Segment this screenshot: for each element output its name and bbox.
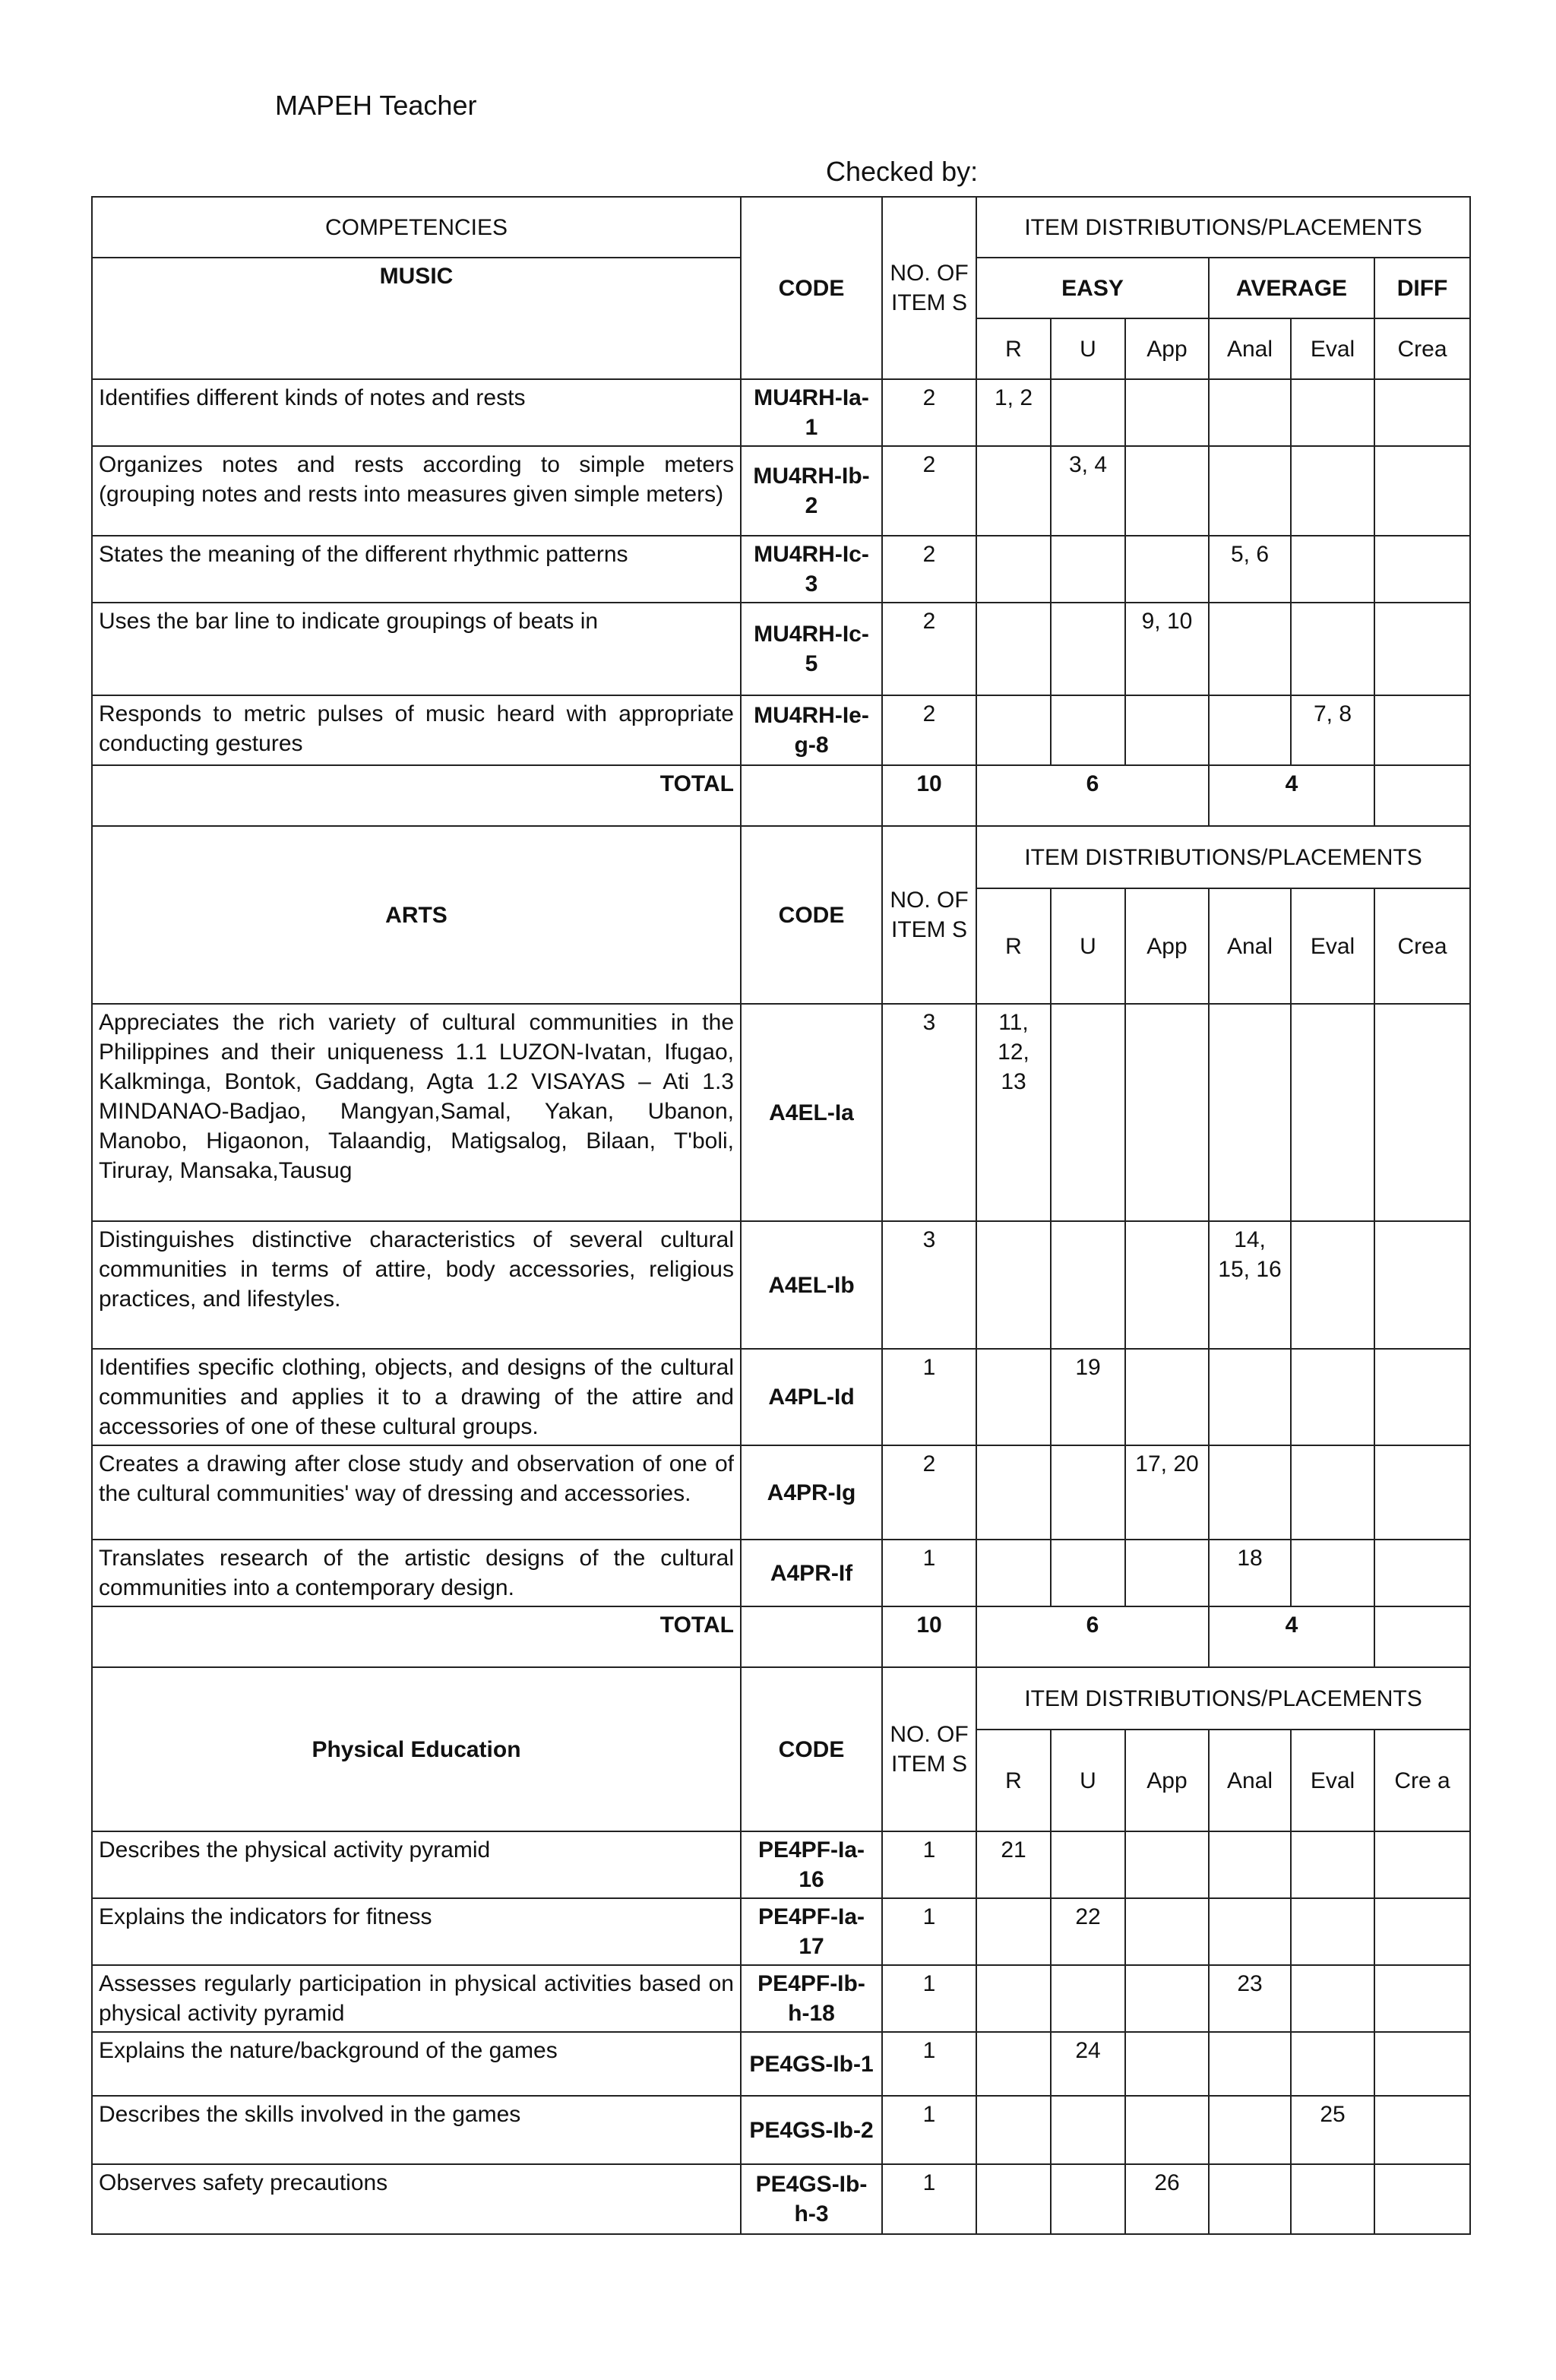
no-of-items-cell: 2: [882, 379, 976, 446]
code-cell: A4PR-If: [741, 1540, 882, 1606]
total-average: 4: [1209, 1606, 1374, 1667]
competency-cell: Explains the nature/background of the games: [92, 2032, 741, 2096]
placement-cell: [976, 1349, 1051, 1445]
competency-cell: Responds to metric pulses of music heard with appropriate conducting gestures: [92, 695, 741, 765]
level-header-u: U: [1051, 1730, 1125, 1831]
placement-cell: [1051, 1445, 1125, 1540]
placement-cell: [1374, 536, 1470, 603]
placement-cell: [1051, 603, 1125, 695]
placement-cell: [1051, 1831, 1125, 1898]
placement-cell: [976, 536, 1051, 603]
placement-cell: [1291, 603, 1374, 695]
table-row: [92, 2164, 1470, 2234]
placement-cell: [1051, 1004, 1125, 1221]
placement-cell: [1291, 1221, 1374, 1349]
checked-by-label: Checked by:: [826, 156, 979, 187]
competency-cell: Describes the physical activity pyramid: [92, 1831, 741, 1898]
no-of-items-cell: 1: [882, 1965, 976, 2032]
competency-cell: Describes the skills involved in the games: [92, 2096, 741, 2164]
item-distribution-header: ITEM DISTRIBUTIONS/PLACEMENTS: [976, 1667, 1470, 1730]
competency-cell: States the meaning of the different rhythmic patterns: [92, 536, 741, 603]
placement-cell: [1051, 536, 1125, 603]
level-header-u: U: [1051, 888, 1125, 1004]
placement-cell: [1125, 695, 1209, 765]
no-of-items-cell: 2: [882, 603, 976, 695]
placement-cell: 3, 4: [1051, 446, 1125, 536]
placement-cell: 22: [1051, 1898, 1125, 1965]
no-of-items-cell: 1: [882, 1349, 976, 1445]
level-header-r: R: [976, 1730, 1051, 1831]
placement-cell: 21: [976, 1831, 1051, 1898]
placement-cell: [1125, 2032, 1209, 2096]
placement-cell: [1051, 2164, 1125, 2234]
placement-cell: 7, 8: [1291, 695, 1374, 765]
competency-cell: Distinguishes distinctive characteristics of several cultural communities in terms of attire, body accessories, religious practices, and lifestyles.: [92, 1221, 741, 1349]
total-items: 10: [882, 1606, 976, 1667]
average-header: AVERAGE: [1209, 258, 1374, 318]
level-header-crea: Crea: [1374, 888, 1470, 1004]
competency-cell: Assesses regularly participation in physical activities based on physical activity pyramid: [92, 1965, 741, 2032]
item-distribution-header: ITEM DISTRIBUTIONS/PLACEMENTS: [976, 197, 1470, 258]
table-row: [92, 379, 1470, 446]
total-easy: 6: [976, 765, 1209, 826]
placement-cell: [1374, 446, 1470, 536]
placement-cell: [1209, 1831, 1291, 1898]
code-cell: MU4RH-Ia-1: [741, 379, 882, 446]
competency-cell: Explains the indicators for fitness: [92, 1898, 741, 1965]
table-row: [92, 1831, 1470, 1898]
competency-cell: Identifies specific clothing, objects, and designs of the cultural communities and applies it to a drawing of the attire and accessories of one of these cultural groups.: [92, 1349, 741, 1445]
placement-cell: [1209, 2096, 1291, 2164]
placement-cell: [976, 1965, 1051, 2032]
table-row: [92, 1898, 1470, 1965]
placement-cell: [1374, 1221, 1470, 1349]
placement-cell: [1125, 2096, 1209, 2164]
placement-cell: 19: [1051, 1349, 1125, 1445]
no-of-items-cell: 1: [882, 2032, 976, 2096]
level-header-anal: Anal: [1209, 318, 1291, 379]
total-row: [92, 765, 1470, 826]
placement-cell: [1209, 2032, 1291, 2096]
placement-cell: [1291, 1831, 1374, 1898]
placement-cell: [1125, 379, 1209, 446]
level-header-eval: Eval: [1291, 1730, 1374, 1831]
placement-cell: [1374, 1540, 1470, 1606]
placement-cell: [1291, 379, 1374, 446]
no-of-items-header: NO. OF ITEM S: [882, 826, 976, 1004]
placement-cell: [976, 2096, 1051, 2164]
table-row: [92, 536, 1470, 603]
total-code-empty: [741, 765, 882, 826]
table-row: [92, 2032, 1470, 2096]
level-header-crea: Cre a: [1374, 1730, 1470, 1831]
placement-cell: [1209, 1445, 1291, 1540]
placement-cell: [1291, 1898, 1374, 1965]
code-cell: PE4GS-Ib-h-3: [741, 2164, 882, 2234]
placement-cell: [1051, 1540, 1125, 1606]
code-cell: PE4GS-Ib-1: [741, 2032, 882, 2096]
placement-cell: [1374, 1445, 1470, 1540]
placement-cell: [1291, 1004, 1374, 1221]
placement-cell: 14, 15, 16: [1209, 1221, 1291, 1349]
placement-cell: [1374, 1898, 1470, 1965]
placement-cell: [976, 2032, 1051, 2096]
code-cell: MU4RH-Ie-g-8: [741, 695, 882, 765]
no-of-items-cell: 2: [882, 536, 976, 603]
competencies-header: COMPETENCIES: [92, 197, 741, 258]
placement-cell: [1374, 1831, 1470, 1898]
placement-cell: [1374, 1004, 1470, 1221]
placement-cell: [1291, 536, 1374, 603]
code-cell: PE4PF-Ia-16: [741, 1831, 882, 1898]
total-label: TOTAL: [92, 765, 741, 826]
table-row: [92, 603, 1470, 695]
placement-cell: [1209, 379, 1291, 446]
placement-cell: [1374, 1965, 1470, 2032]
placement-cell: [1209, 603, 1291, 695]
table-row: [92, 1349, 1470, 1445]
placement-cell: 24: [1051, 2032, 1125, 2096]
placement-cell: [1125, 1004, 1209, 1221]
code-cell: PE4PF-Ia-17: [741, 1898, 882, 1965]
code-cell: PE4PF-Ib-h-18: [741, 1965, 882, 2032]
total-average: 4: [1209, 765, 1374, 826]
code-cell: MU4RH-Ic-5: [741, 603, 882, 695]
placement-cell: [1374, 2032, 1470, 2096]
total-items: 10: [882, 765, 976, 826]
competency-cell: Organizes notes and rests according to simple meters (grouping notes and rests into measures given simple meters): [92, 446, 741, 536]
code-cell: MU4RH-Ib-2: [741, 446, 882, 536]
placement-cell: [1291, 2032, 1374, 2096]
no-of-items-header: NO. OF ITEM S: [882, 1667, 976, 1831]
table-row: [92, 1445, 1470, 1540]
placement-cell: [976, 695, 1051, 765]
level-header-eval: Eval: [1291, 888, 1374, 1004]
placement-cell: [1209, 446, 1291, 536]
table-row: [92, 446, 1470, 536]
placement-cell: [976, 1445, 1051, 1540]
placement-cell: [1051, 1221, 1125, 1349]
placement-cell: [1125, 536, 1209, 603]
item-distribution-header: ITEM DISTRIBUTIONS/PLACEMENTS: [976, 826, 1470, 888]
placement-cell: 1, 2: [976, 379, 1051, 446]
placement-cell: [1125, 1965, 1209, 2032]
placement-cell: [976, 1221, 1051, 1349]
no-of-items-cell: 2: [882, 1445, 976, 1540]
placement-cell: [1125, 446, 1209, 536]
competency-cell: Identifies different kinds of notes and rests: [92, 379, 741, 446]
placement-cell: 9, 10: [1125, 603, 1209, 695]
placement-cell: [1051, 379, 1125, 446]
placement-cell: 18: [1209, 1540, 1291, 1606]
placement-cell: 5, 6: [1209, 536, 1291, 603]
placement-cell: [1209, 1004, 1291, 1221]
competency-cell: Translates research of the artistic designs of the cultural communities into a contemporary design.: [92, 1540, 741, 1606]
level-header-r: R: [976, 888, 1051, 1004]
placement-cell: [976, 603, 1051, 695]
code-cell: A4EL-Ib: [741, 1221, 882, 1349]
placement-cell: [1291, 1349, 1374, 1445]
table-row: [92, 2096, 1470, 2164]
placement-cell: 23: [1209, 1965, 1291, 2032]
placement-cell: [1209, 1898, 1291, 1965]
placement-cell: [1291, 1540, 1374, 1606]
placement-cell: [1374, 603, 1470, 695]
level-header-anal: Anal: [1209, 1730, 1291, 1831]
placement-cell: [1374, 695, 1470, 765]
code-cell: A4PL-Id: [741, 1349, 882, 1445]
no-of-items-cell: 3: [882, 1221, 976, 1349]
level-header-app: App: [1125, 318, 1209, 379]
level-header-eval: Eval: [1291, 318, 1374, 379]
pe-section-title: Physical Education: [92, 1667, 741, 1831]
code-cell: A4PR-Ig: [741, 1445, 882, 1540]
placement-cell: [976, 446, 1051, 536]
placement-cell: [1374, 2164, 1470, 2234]
placement-cell: [1291, 446, 1374, 536]
teacher-signature-label: MAPEH Teacher: [275, 90, 477, 121]
table-row: [92, 1004, 1470, 1221]
code-cell: MU4RH-Ic-3: [741, 536, 882, 603]
code-cell: PE4GS-Ib-2: [741, 2096, 882, 2164]
placement-cell: [1125, 1349, 1209, 1445]
placement-cell: [1125, 1831, 1209, 1898]
placement-cell: [1125, 1221, 1209, 1349]
placement-cell: [976, 2164, 1051, 2234]
no-of-items-cell: 2: [882, 695, 976, 765]
placement-cell: [1291, 1445, 1374, 1540]
competency-cell: Uses the bar line to indicate groupings of beats in: [92, 603, 741, 695]
total-diff-empty: [1374, 765, 1470, 826]
placement-cell: [1125, 1898, 1209, 1965]
code-header: CODE: [741, 1667, 882, 1831]
no-of-items-cell: 1: [882, 1831, 976, 1898]
competency-cell: Observes safety precautions: [92, 2164, 741, 2234]
placement-cell: [1209, 1349, 1291, 1445]
placement-cell: 11, 12, 13: [976, 1004, 1051, 1221]
placement-cell: [1374, 379, 1470, 446]
placement-cell: [1374, 2096, 1470, 2164]
placement-cell: 26: [1125, 2164, 1209, 2234]
diff-header: DIFF: [1374, 258, 1470, 318]
total-code-empty: [741, 1606, 882, 1667]
placement-cell: [1291, 2164, 1374, 2234]
placement-cell: [1209, 2164, 1291, 2234]
no-of-items-cell: 1: [882, 1898, 976, 1965]
placement-cell: [1125, 1540, 1209, 1606]
table-row: [92, 1221, 1470, 1349]
placement-cell: [1291, 1965, 1374, 2032]
no-of-items-cell: 2: [882, 446, 976, 536]
placement-cell: [1374, 1349, 1470, 1445]
total-diff-empty: [1374, 1606, 1470, 1667]
no-of-items-header: NO. OF ITEM S: [882, 197, 976, 379]
placement-cell: [976, 1540, 1051, 1606]
level-header-u: U: [1051, 318, 1125, 379]
no-of-items-cell: 3: [882, 1004, 976, 1221]
code-header: CODE: [741, 826, 882, 1004]
level-header-app: App: [1125, 888, 1209, 1004]
placement-cell: [1051, 2096, 1125, 2164]
no-of-items-cell: 1: [882, 2096, 976, 2164]
level-header-crea: Crea: [1374, 318, 1470, 379]
no-of-items-cell: 1: [882, 2164, 976, 2234]
placement-cell: 17, 20: [1125, 1445, 1209, 1540]
competency-cell: Creates a drawing after close study and observation of one of the cultural communities' way of dressing and accessories.: [92, 1445, 741, 1540]
placement-cell: 25: [1291, 2096, 1374, 2164]
level-header-anal: Anal: [1209, 888, 1291, 1004]
table-row: [92, 695, 1470, 765]
placement-cell: [1051, 1965, 1125, 2032]
music-section-title: MUSIC: [92, 258, 741, 379]
total-row: [92, 1606, 1470, 1667]
placement-cell: [1209, 695, 1291, 765]
arts-section-title: ARTS: [92, 826, 741, 1004]
table-row: [92, 1965, 1470, 2032]
level-header-r: R: [976, 318, 1051, 379]
level-header-app: App: [1125, 1730, 1209, 1831]
code-header: CODE: [741, 197, 882, 379]
competency-cell: Appreciates the rich variety of cultural communities in the Philippines and their uniqueness 1.1 LUZON-Ivatan, Ifugao, Kalkminga, Bontok, Gaddang, Agta 1.2 VISAYAS – Ati 1.3 MINDANAO-Badjao, Mangyan,Samal, Yakan, Ubanon, Manobo, Higaonon, Talaandig, Matigsalog, Bilaan, T'boli, Tiruray, Mansaka,Tausug: [92, 1004, 741, 1221]
total-easy: 6: [976, 1606, 1209, 1667]
no-of-items-cell: 1: [882, 1540, 976, 1606]
code-cell: A4EL-Ia: [741, 1004, 882, 1221]
placement-cell: [1051, 695, 1125, 765]
total-label: TOTAL: [92, 1606, 741, 1667]
table-of-specifications: [91, 196, 1471, 2235]
table-row: [92, 1540, 1470, 1606]
easy-header: EASY: [976, 258, 1209, 318]
placement-cell: [976, 1898, 1051, 1965]
